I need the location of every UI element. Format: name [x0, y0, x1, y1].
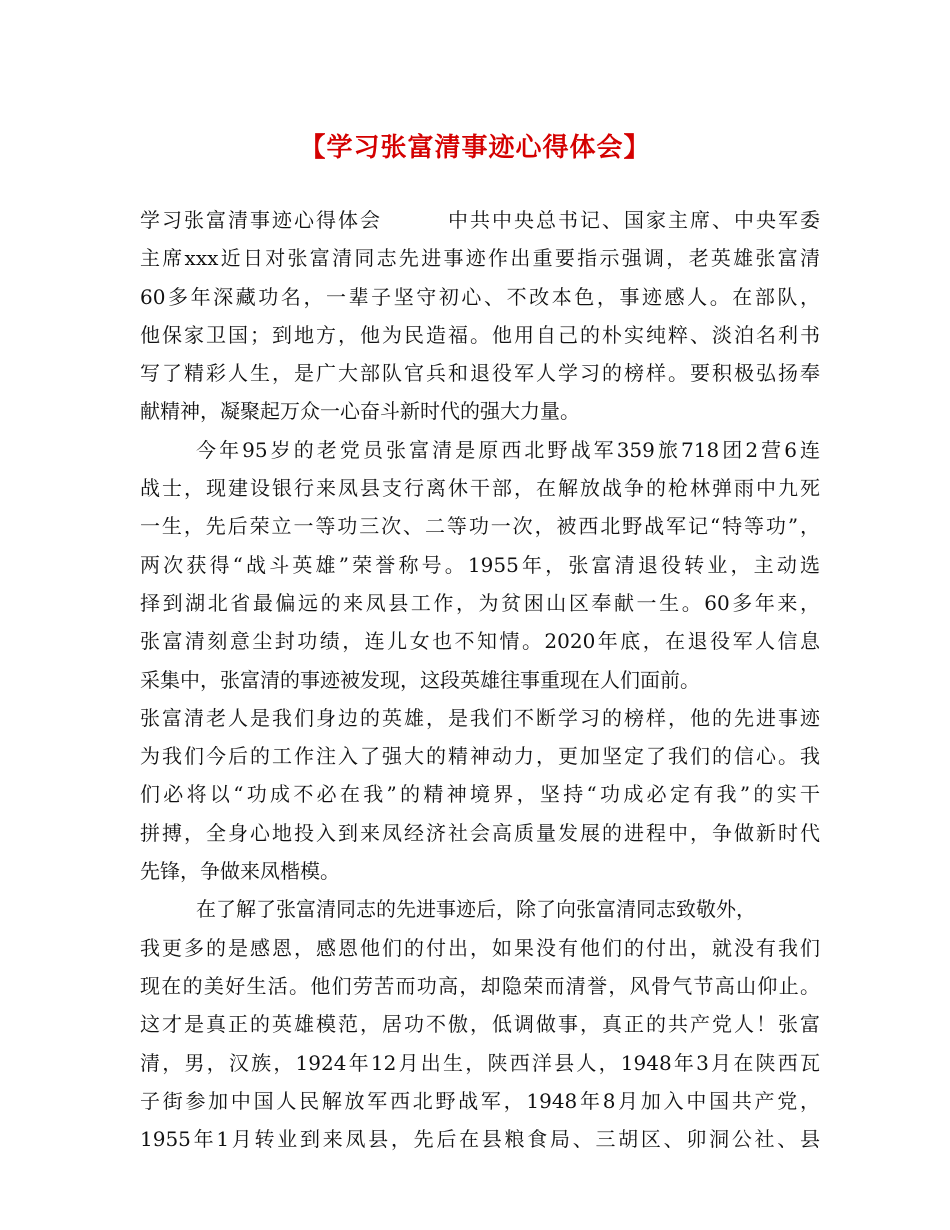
paragraph-line: 先锋，争做来凤楷模。 — [140, 859, 340, 884]
paragraph-line: 拼搏，全身心地投入到来凤经济社会高质量发展的进程中，争做新时代 — [140, 820, 820, 845]
paragraph-line: 战士，现建设银行来凤县支行离休干部，在解放战争的枪林弹雨中九死 — [140, 476, 820, 501]
paragraph-line: 采集中，张富清的事迹被发现，这段英雄往事重现在人们面前。 — [140, 667, 700, 692]
paragraph-line: 学习张富清事迹心得体会 中共中央总书记、国家主席、中央军委 — [140, 208, 820, 232]
paragraph-line: 张富清老人是我们身边的英雄，是我们不断学习的榜样，他的先进事迹 — [140, 705, 820, 730]
paragraph-line: 写了精彩人生，是广大部队官兵和退役军人学习的榜样。要积极弘扬奉 — [140, 361, 820, 386]
paragraph-line: 今年95岁的老党员张富清是原西北野战军359旅718团2营6连 — [196, 437, 820, 462]
paragraph-line: 清，男，汉族，1924年12月出生，陕西洋县人，1948年3月在陕西瓦 — [140, 1050, 820, 1075]
paragraph-line: 两次获得“战斗英雄”荣誉称号。1955年，张富清退役转业，主动选 — [140, 552, 820, 577]
paragraph-line: 献精神，凝聚起万众一心奋斗新时代的强大力量。 — [140, 399, 580, 424]
paragraph-line: 在了解了张富清同志的先进事迹后，除了向张富清同志致敬外， — [196, 897, 756, 922]
document-body — [140, 201, 820, 1158]
paragraph-line: 60多年深藏功名，一辈子坚守初心、不改本色，事迹感人。在部队， — [140, 284, 820, 309]
paragraph-line: 为我们今后的工作注入了强大的精神动力，更加坚定了我们的信心。我 — [140, 744, 820, 769]
paragraph-line: 主席xxx近日对张富清同志先进事迹作出重要指示强调，老英雄张富清 — [140, 246, 820, 271]
document-title: 【学习张富清事迹心得体会】 — [299, 133, 651, 163]
paragraph-line: 一生，先后荣立一等功三次、二等功一次，被西北野战军记“特等功”， — [140, 514, 820, 539]
paragraph-line: 现在的美好生活。他们劳苦而功高，却隐荣而清誉，风骨气节高山仰止。 — [140, 973, 820, 998]
paragraph-line: 1955年1月转业到来凤县，先后在县粮食局、三胡区、卯洞公社、县 — [140, 1127, 820, 1152]
paragraph-line: 们必将以“功成不必在我”的精神境界，坚持“功成必定有我”的实干 — [140, 782, 820, 807]
paragraph-line: 张富清刻意尘封功绩，连儿女也不知情。2020年底，在退役军人信息 — [140, 629, 820, 654]
paragraph-line: 我更多的是感恩，感恩他们的付出，如果没有他们的付出，就没有我们 — [140, 935, 820, 960]
paragraph-line: 择到湖北省最偏远的来凤县工作，为贫困山区奉献一生。60多年来， — [140, 590, 820, 615]
paragraph-line: 这才是真正的英雄模范，居功不傲，低调做事，真正的共产党人！张富 — [140, 1012, 820, 1037]
paragraph-line: 子街参加中国人民解放军西北野战军，1948年8月加入中国共产党， — [140, 1088, 820, 1113]
paragraph-line: 他保家卫国；到地方，他为民造福。他用自己的朴实纯粹、淡泊名利书 — [140, 322, 820, 347]
